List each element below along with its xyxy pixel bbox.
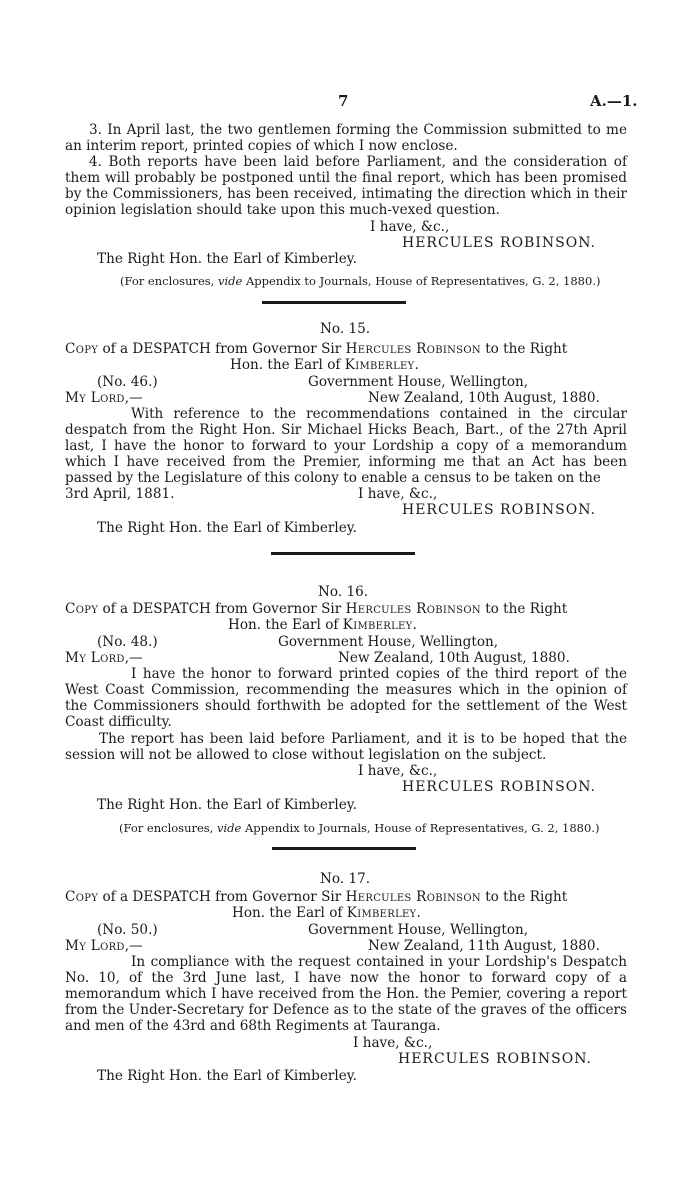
signature: HERCULES ROBINSON. xyxy=(402,502,596,518)
despatch-body: In compliance with the request contained in your Lordship's Despatch No. 10, of the 3rd June last, I have now the honor to forward copy of a memorandum which I have received from the Hon. the Pemier, covering a report from the Under-Secretary for Defence as to the state of the graves of the officers and men of the 43rd and 68th Regiments at Tauranga. xyxy=(65,954,627,1034)
despatch-title-line-2: Hon. the Earl of Kimberley. xyxy=(228,617,417,633)
despatch-title: Copy of a DESPATCH from Governor Sir Hercules Robinson to the Right xyxy=(65,889,568,905)
signature: HERCULES ROBINSON. xyxy=(398,1051,592,1067)
despatch-title-line-2: Hon. the Earl of Kimberley. xyxy=(230,357,419,373)
closing-phrase: I have, &c., xyxy=(358,486,438,502)
addressee: The Right Hon. the Earl of Kimberley. xyxy=(97,797,357,813)
section-divider xyxy=(262,301,406,304)
enclosure-note: (For enclosures, vide Appendix to Journals, House of Representatives, G. 2, 1880.) xyxy=(119,821,600,835)
despatch-date: New Zealand, 11th August, 1880. xyxy=(368,938,600,954)
signature: HERCULES ROBINSON. xyxy=(402,779,596,795)
despatch-number: No. 15. xyxy=(320,321,371,337)
section-divider xyxy=(272,847,416,850)
despatch-title-line-2: Hon. the Earl of Kimberley. xyxy=(232,905,421,921)
despatch-body: I have the honor to forward printed copies of the third report of the West Coast Commission, recommending the measures which in the opinion of the Commissioners should forthwith be adopted for the settlement of the West Coast difficulty. xyxy=(65,666,627,730)
signature: HERCULES ROBINSON. xyxy=(402,235,596,251)
addressee: The Right Hon. the Earl of Kimberley. xyxy=(97,251,357,267)
despatch-body-last-line: 3rd April, 1881. xyxy=(65,486,175,502)
despatch-number: No. 17. xyxy=(320,871,371,887)
despatch-ref-number: (No. 46.) xyxy=(97,374,158,390)
document-reference: A.—1. xyxy=(590,92,638,110)
despatch-body-paragraph-2: The report has been laid before Parliament, and it is to be hoped that the session will not be allowed to close without legislation on the subject. xyxy=(65,731,627,763)
closing-phrase: I have, &c., xyxy=(358,763,438,779)
despatch-date: New Zealand, 10th August, 1880. xyxy=(368,390,600,406)
section-divider xyxy=(271,552,415,555)
despatch-number: No. 16. xyxy=(318,584,369,600)
addressee: The Right Hon. the Earl of Kimberley. xyxy=(97,520,357,536)
despatch-date: New Zealand, 10th August, 1880. xyxy=(338,650,570,666)
despatch-ref-number: (No. 48.) xyxy=(97,634,158,650)
despatch-place: Government House, Wellington, xyxy=(308,922,529,938)
despatch-place: Government House, Wellington, xyxy=(308,374,529,390)
salutation: My Lord,— xyxy=(65,390,143,406)
page-number: 7 xyxy=(338,92,349,110)
salutation: My Lord,— xyxy=(65,938,143,954)
despatch-ref-number: (No. 50.) xyxy=(97,922,158,938)
enclosure-note: (For enclosures, vide Appendix to Journals, House of Representatives, G. 2, 1880.) xyxy=(120,274,601,288)
salutation: My Lord,— xyxy=(65,650,143,666)
paragraph-4: 4. Both reports have been laid before Parliament, and the consideration of them will probably be postponed until the final report, which has been promised by the Commissioners, has been received, intimating the direction which in their opinion legislation should take upon this much-vexed question. xyxy=(65,154,627,218)
paragraph-3: 3. In April last, the two gentlemen forming the Commission submitted to me an interim report, printed copies of which I now enclose. xyxy=(65,122,627,154)
despatch-title: Copy of a DESPATCH from Governor Sir Hercules Robinson to the Right xyxy=(65,601,568,617)
closing-phrase: I have, &c., xyxy=(353,1035,433,1051)
despatch-body: With reference to the recommendations contained in the circular despatch from the Right Hon. Sir Michael Hicks Beach, Bart., of the 27th April last, I have the honor to forward to your Lordship a copy of a memorandum which I have received from the Premier, informing me that an Act has been passed by the Legislature of this colony to enable a census to be taken on the xyxy=(65,406,627,486)
despatch-title: Copy of a DESPATCH from Governor Sir Hercules Robinson to the Right xyxy=(65,341,568,357)
closing-phrase: I have, &c., xyxy=(370,219,450,235)
addressee: The Right Hon. the Earl of Kimberley. xyxy=(97,1068,357,1084)
despatch-place: Government House, Wellington, xyxy=(278,634,499,650)
